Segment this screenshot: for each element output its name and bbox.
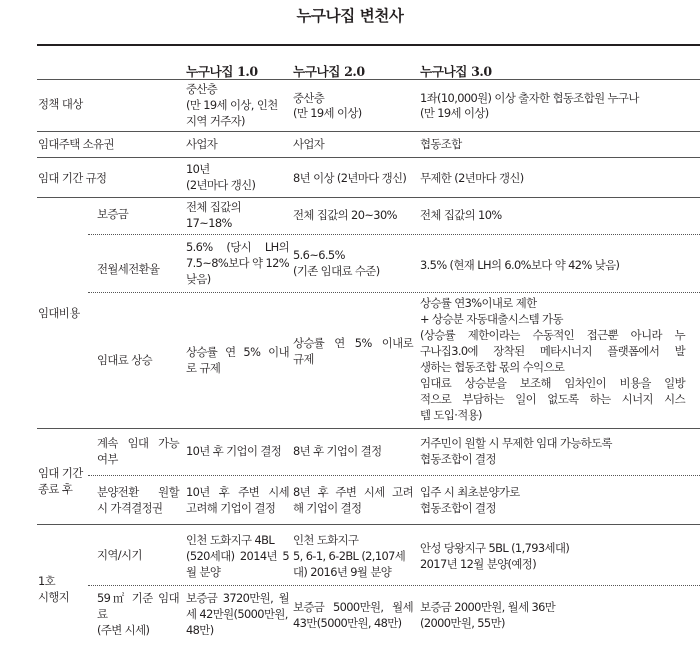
conversion-rate-v1-line: 7.5~8%보다 약 12% — [186, 256, 289, 270]
conversion-rate-v2-line: 5.6~6.5% — [293, 248, 345, 262]
lease-term-v2: 8년 이상 (2년마다 갱신) — [293, 171, 407, 185]
conversion-rate-v1-line: 5.6% (당시 LH의 — [186, 240, 289, 254]
location-v1-line: (520세대) 2014년 5 — [186, 549, 289, 563]
conversion-rate-v2-line: (기존 임대료 수준) — [293, 264, 380, 278]
deposit-v1-line: 17~18% — [186, 216, 232, 230]
header-v3 — [420, 61, 492, 80]
price-v1-line: 보증금 3720만원, 월 — [186, 591, 289, 605]
deposit-v3: 전체 집값의 10% — [420, 208, 502, 222]
conversion-price-v1-line: 10년 후 주변 시세 — [186, 485, 289, 499]
location-v2-line: 5, 6-1, 6-2BL (2,107세 — [293, 549, 406, 563]
deposit-v2: 전체 집값의 20~30% — [293, 208, 397, 222]
row-label-rent-increase: 임대료 상승 — [97, 353, 153, 367]
policy-target-v3-line: 1좌(10,000원) 이상 출자한 협동조합원 누구나 — [420, 91, 639, 105]
row-divider — [37, 157, 700, 158]
row-label-conversion-price-line: 시 가격결정권 — [97, 501, 163, 515]
row-label-owner: 임대주택 소유권 — [38, 137, 114, 151]
row-label-location: 지역/시기 — [97, 548, 142, 562]
price-v1-line: 48만) — [186, 623, 214, 637]
location-v2-line: 대) 2016년 9월 분양 — [293, 565, 392, 579]
rent-increase-v1-line: 로 규제 — [186, 361, 221, 375]
header-underline — [37, 79, 700, 80]
rent-increase-v3-line: 생하는 협동조합 몫의 수익으로 — [420, 360, 565, 374]
title-underline — [37, 44, 700, 46]
header-v1-version: 1.0 — [237, 64, 258, 79]
rent-increase-v3-line: + 상승분 자동대출시스템 가동 — [420, 312, 563, 326]
header-v2 — [293, 61, 365, 80]
price-v3-line: 보증금 2000만원, 월세 36만 — [420, 600, 556, 614]
group-label-after-lease-line: 임대 기간 — [38, 466, 83, 480]
row-label-continue-lease-line: 계속 임대 가능 — [97, 436, 179, 450]
price-v3-line: (2000만원, 55만) — [420, 616, 505, 630]
owner-v2: 사업자 — [293, 137, 325, 151]
row-label-price-line: 료 — [97, 607, 108, 621]
row-label-price-line: (주변 시세) — [97, 623, 150, 637]
rent-increase-v2-line: 규제 — [293, 352, 314, 366]
conversion-price-v2-line: 해 기업이 결정 — [293, 501, 362, 515]
deposit-v1-line: 전체 집값의 — [186, 200, 242, 214]
conversion-price-v3-line: 협동조합이 결정 — [420, 501, 496, 515]
continue-lease-v2: 8년 후 기업이 결정 — [293, 444, 382, 458]
rent-increase-v2-line: 상승률 연 5% 이내로 — [293, 336, 413, 350]
sub-divider — [88, 292, 700, 293]
rent-increase-v3-line: (상승률 제한이라는 수동적인 접근뿐 아니라 누 — [420, 328, 685, 342]
header-v3-name: 누구나집 — [420, 64, 468, 79]
lease-term-v1-line: (2년마다 갱신) — [186, 178, 256, 192]
policy-target-v2-line: (만 19세 이상) — [293, 106, 362, 120]
conversion-price-v3-line: 입주 시 최초분양가로 — [420, 485, 520, 499]
sub-divider — [88, 585, 700, 586]
rent-increase-v3-line: 상승률 연3%이내로 제한 — [420, 296, 537, 310]
conversion-price-v1-line: 고려해 기업이 결정 — [186, 501, 276, 515]
row-label-conversion-rate: 전월세전환율 — [97, 262, 160, 276]
row-divider — [37, 428, 700, 429]
header-v2-name: 누구나집 — [293, 64, 341, 79]
rent-increase-v1-line: 상승률 연 5% 이내 — [186, 345, 289, 359]
location-v1-line: 인천 도화지구 4BL — [186, 533, 275, 547]
row-label-policy-target: 정책 대상 — [38, 97, 83, 111]
row-label-conversion-price-line: 분양전환 원할 — [97, 485, 179, 499]
location-v1-line: 월 분양 — [186, 565, 221, 579]
row-label-continue-lease-line: 여부 — [97, 452, 118, 466]
row-label-deposit: 보증금 — [97, 207, 129, 221]
conversion-price-v2-line: 8년 후 주변 시세 고려 — [293, 485, 413, 499]
rent-increase-v3-line: 임대료 상승분을 보조해 임차인이 비용을 일방 — [420, 376, 685, 390]
row-label-price-line: 59㎡ 기준 임대 — [97, 591, 179, 605]
continue-lease-v3-line: 거주민이 원할 시 무제한 임대 가능하도록 — [420, 436, 612, 450]
price-v1-line: 세 42만원(5000만원, — [186, 607, 288, 621]
header-v1-name: 누구나집 — [186, 64, 234, 79]
price-v2-line: 43만(5000만원, 48만) — [293, 616, 402, 630]
row-divider — [37, 131, 700, 132]
policy-target-v3-line: (만 19세 이상) — [420, 106, 489, 120]
continue-lease-v3-line: 협동조합이 결정 — [420, 452, 496, 466]
row-divider — [37, 524, 700, 525]
conversion-rate-v3: 3.5% (현재 LH의 6.0%보다 약 42% 낮음) — [420, 258, 620, 272]
owner-v3: 협동조합 — [420, 137, 462, 151]
location-v3-line: 안성 당왕지구 5BL (1,793세대) — [420, 541, 570, 555]
group-label-cost: 임대비용 — [38, 306, 80, 320]
rent-increase-v3-line: 템 도입·적용) — [420, 408, 482, 422]
row-divider — [37, 197, 700, 198]
policy-target-v1-line: (만 19세 이상, 인천 — [186, 98, 278, 112]
conversion-rate-v1-line: 낮음) — [186, 272, 211, 286]
group-label-first-site-line: 시행지 — [38, 590, 70, 604]
owner-v1: 사업자 — [186, 137, 218, 151]
policy-target-v1-line: 중산층 — [186, 82, 218, 96]
sub-divider — [88, 475, 700, 476]
location-v2-line: 인천 도화지구 — [293, 533, 359, 547]
header-v1 — [186, 61, 258, 80]
lease-term-v1-line: 10년 — [186, 162, 210, 176]
row-label-lease-term: 임대 기간 규정 — [38, 171, 107, 185]
sub-divider — [88, 234, 700, 235]
group-label-first-site-line: 1호 — [38, 574, 56, 588]
location-v3-line: 2017년 12월 분양(예정) — [420, 557, 537, 571]
policy-target-v1-line: 지역 거주자) — [186, 114, 245, 128]
header-v3-version: 3.0 — [471, 64, 492, 79]
policy-target-v2-line: 중산층 — [293, 91, 325, 105]
rent-increase-v3-line: 구나집3.0에 장착된 메타시너지 플랫폼에서 발 — [420, 344, 685, 358]
lease-term-v3: 무제한 (2년마다 갱신) — [420, 171, 524, 185]
header-v2-version: 2.0 — [344, 64, 365, 79]
rent-increase-v3-line: 적으로 부담하는 일이 없도록 하는 시너지 시스 — [420, 392, 685, 406]
group-label-after-lease-line: 종료 후 — [38, 482, 73, 496]
page-title: 누구나집 변천사 — [296, 7, 404, 25]
continue-lease-v1: 10년 후 기업이 결정 — [186, 444, 282, 458]
price-v2-line: 보증금 5000만원, 월세 — [293, 600, 413, 614]
